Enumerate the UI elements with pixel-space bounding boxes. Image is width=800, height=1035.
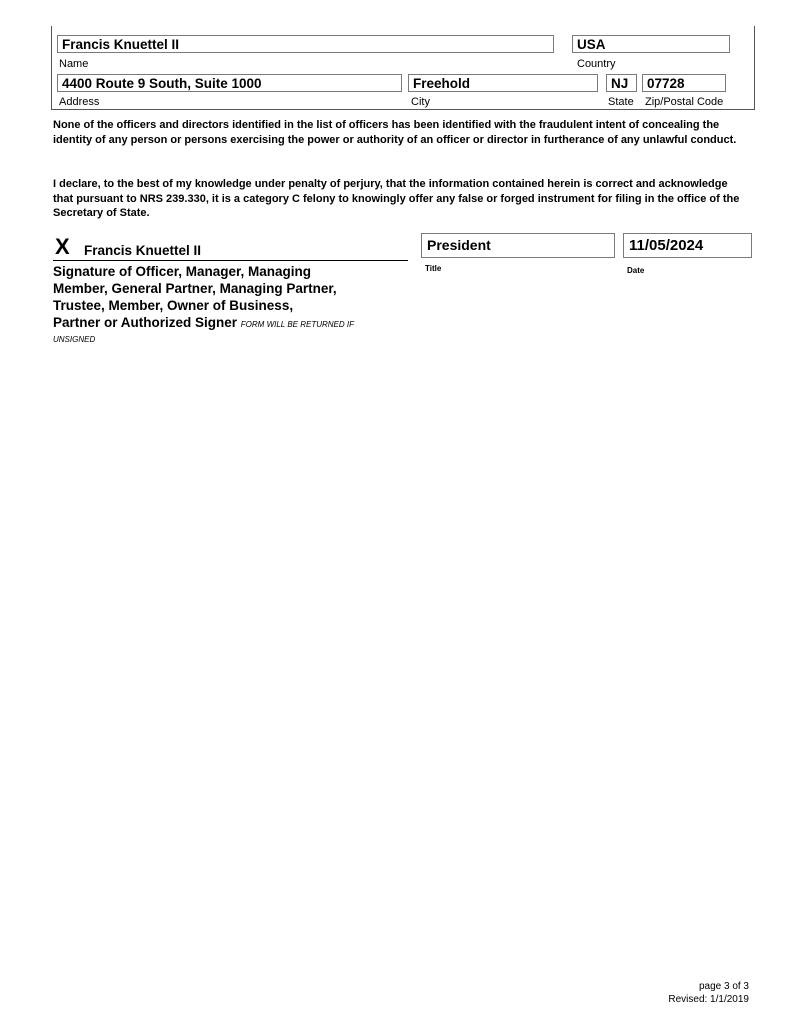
signature-line	[53, 260, 408, 261]
signature-label-line: Member, General Partner, Managing Partner,	[53, 281, 337, 296]
declaration-statement: I declare, to the best of my knowledge under penalty of perjury, that the information contained herein is correct and acknowledge that pursuant to NRS 239.330, it is a category C felony to knowingly offer any false or forged instrument for filing in the office of the Secretary of State.	[53, 178, 740, 219]
signature-name[interactable]: Francis Knuettel II	[84, 243, 202, 258]
name-label: Name	[59, 58, 89, 70]
fraud-statement: None of the officers and directors identified in the list of officers has been identified with the fraudulent intent of concealing the identity of any person or persons exercising the power or authority of an officer or director in furtherance of any unlawful conduct.	[53, 119, 737, 146]
state-field[interactable]: NJ	[606, 74, 637, 92]
state-label: State	[608, 96, 634, 108]
signature-x-mark: X	[55, 234, 70, 259]
signature-label	[53, 263, 354, 333]
zip-label: Zip/Postal Code	[645, 96, 724, 108]
unsigned-warning: UNSIGNED	[53, 335, 96, 344]
name-field[interactable]: Francis Knuettel II	[57, 35, 554, 53]
date-field[interactable]: 11/05/2024	[623, 233, 752, 258]
city-field[interactable]: Freehold	[408, 74, 598, 92]
signature-label-line: Partner or Authorized Signer	[53, 315, 238, 330]
country-label: Country	[577, 58, 616, 70]
address-label: Address	[59, 96, 100, 108]
zip-field[interactable]: 07728	[642, 74, 726, 92]
address-field[interactable]: 4400 Route 9 South, Suite 1000	[57, 74, 402, 92]
signature-label-line: Signature of Officer, Manager, Managing	[53, 264, 312, 279]
page-number: page 3 of 3	[698, 981, 749, 992]
unsigned-warning: FORM WILL BE RETURNED IF	[240, 320, 354, 329]
title-label: Title	[425, 264, 442, 273]
city-label: City	[411, 96, 430, 108]
title-field[interactable]: President	[421, 233, 615, 258]
revised-date: Revised: 1/1/2019	[668, 994, 749, 1005]
signature-label-line	[53, 314, 354, 333]
date-label: Date	[627, 266, 645, 275]
country-field[interactable]: USA	[572, 35, 730, 53]
signature-label-line: Trustee, Member, Owner of Business,	[53, 298, 294, 313]
